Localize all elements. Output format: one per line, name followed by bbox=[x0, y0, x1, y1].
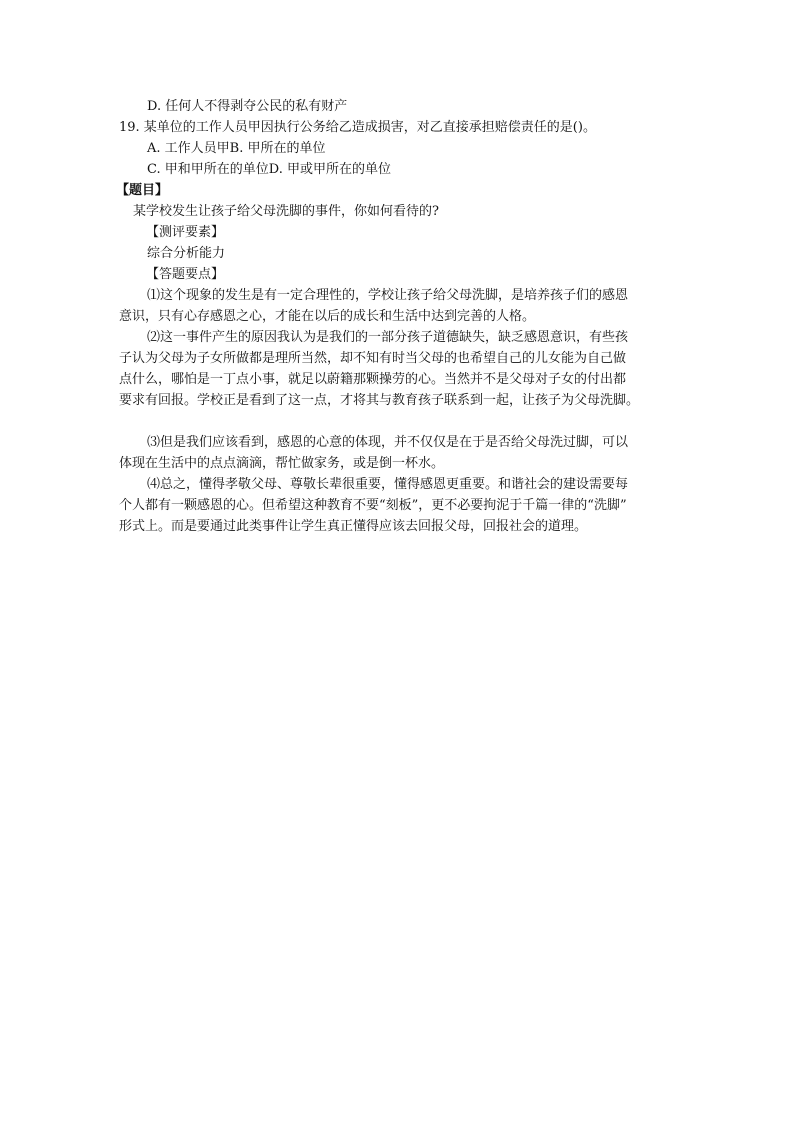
previous-question-option-d: D. 任何人不得剥夺公民的私有财产 bbox=[147, 99, 348, 114]
answer-point-3-line-2: 体现在生活中的点点滴滴，帮忙做家务，或是倒一杯水。 bbox=[119, 456, 445, 471]
answer-point-4-line-2: 个人都有一颗感恩的心。但希望这种教育不要“刻板”，更不必要拘泥于千篇一律的“洗脚” bbox=[119, 498, 627, 513]
answer-point-2-line-3: 点什么，哪怕是一丁点小事，就足以蔚籍那颗操劳的心。当然并不是父母对子女的付出都 bbox=[119, 372, 627, 387]
answer-heading: 【答题要点】 bbox=[146, 267, 225, 282]
answer-point-1-line-1: ⑴这个现象的发生是有一定合理性的，学校让孩子给父母洗脚，是培养孩子们的感恩 bbox=[147, 288, 629, 303]
question-19-options-ab: A. 工作人员甲B. 甲所在的单位 bbox=[147, 141, 326, 156]
answer-point-2-line-4: 要求有回报。学校正是看到了这一点，才将其与教育孩子联系到一起，让孩子为父母洗脚。 bbox=[119, 393, 640, 408]
question-19-stem: 19. 某单位的工作人员甲因执行公务给乙造成损害，对乙直接承担赔偿责任的是()。 bbox=[119, 120, 596, 135]
answer-point-4-line-1: ⑷总之，懂得孝敬父母、尊敬长辈很重要，懂得感恩更重要。和谐社会的建设需要每 bbox=[147, 477, 629, 492]
answer-point-2-line-2: 子认为父母为子女所做都是理所当然，却不知有时当父母的也希望自己的儿女能为自己做 bbox=[119, 351, 627, 366]
criteria-heading: 【测评要素】 bbox=[146, 225, 225, 240]
answer-point-1-line-2: 意识，只有心存感恩之心，才能在以后的成长和生活中达到完善的人格。 bbox=[119, 309, 536, 324]
criteria-text: 综合分析能力 bbox=[147, 246, 226, 261]
answer-point-3-line-1: ⑶但是我们应该看到，感恩的心意的体现，并不仅仅是在于是否给父母洗过脚，可以 bbox=[147, 435, 629, 450]
answer-point-2-line-1: ⑵这一事件产生的原因我认为是我们的一部分孩子道德缺失，缺乏感恩意识，有些孩 bbox=[147, 330, 629, 345]
answer-point-4-line-3: 形式上。而是要通过此类事件让学生真正懂得应该去回报父母，回报社会的道理。 bbox=[119, 519, 588, 534]
question-19-options-cd: C. 甲和甲所在的单位D. 甲或甲所在的单位 bbox=[147, 162, 391, 177]
topic-question: 某学校发生让孩子给父母洗脚的事件，你如何看待的? bbox=[133, 204, 439, 219]
topic-heading: 【题目】 bbox=[116, 183, 169, 198]
